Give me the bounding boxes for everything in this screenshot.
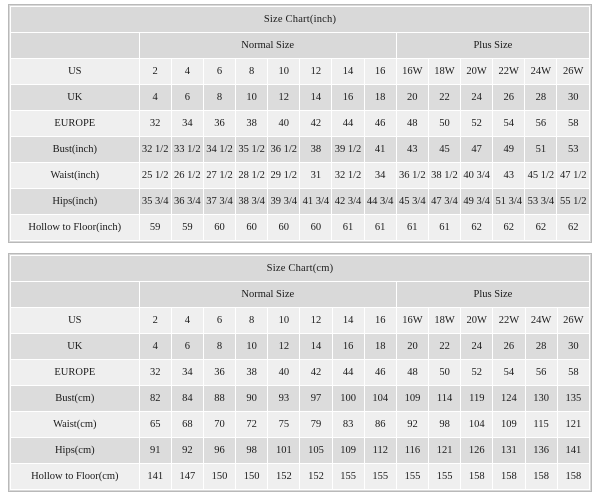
- cell: 26: [493, 334, 525, 360]
- cell: 92: [396, 412, 428, 438]
- cell: 84: [171, 386, 203, 412]
- cell: 50: [428, 111, 460, 137]
- group-row-spacer: [11, 282, 140, 308]
- cell: 56: [525, 360, 557, 386]
- cell: 53 3/4: [525, 189, 557, 215]
- cell: 92: [171, 438, 203, 464]
- cell: 47: [461, 137, 493, 163]
- size-chart-page: [0, 4, 600, 482]
- chart-title: Size Chart(inch): [11, 7, 590, 33]
- row-label: Hips(cm): [11, 438, 140, 464]
- table-row: [11, 59, 590, 85]
- cell: 29 1/2: [268, 163, 300, 189]
- cell: 46: [364, 111, 396, 137]
- cell: 30: [557, 334, 589, 360]
- cell: 131: [493, 438, 525, 464]
- cell: 12: [268, 85, 300, 111]
- cell: 100: [332, 386, 364, 412]
- cell: 48: [396, 360, 428, 386]
- row-label: US: [11, 59, 140, 85]
- cell: 86: [364, 412, 396, 438]
- table-title-row: [11, 256, 590, 282]
- cell: 43: [396, 137, 428, 163]
- row-label: EUROPE: [11, 360, 140, 386]
- cell: 47 3/4: [428, 189, 460, 215]
- cell: 8: [236, 308, 268, 334]
- cell: 12: [300, 308, 332, 334]
- cell: 38: [300, 137, 332, 163]
- cell: 158: [493, 464, 525, 490]
- cell: 34 1/2: [203, 137, 235, 163]
- cell: 101: [268, 438, 300, 464]
- cell: 126: [461, 438, 493, 464]
- cell: 152: [268, 464, 300, 490]
- table-row: [11, 85, 590, 111]
- cell: 52: [461, 360, 493, 386]
- cell: 28: [525, 85, 557, 111]
- cell: 158: [525, 464, 557, 490]
- cell: 39 3/4: [268, 189, 300, 215]
- cell: 68: [171, 412, 203, 438]
- table-row: [11, 412, 590, 438]
- cell: 121: [557, 412, 589, 438]
- row-label: Hollow to Floor(inch): [11, 215, 140, 241]
- cell: 4: [171, 59, 203, 85]
- row-label: Hollow to Floor(cm): [11, 464, 140, 490]
- cell: 4: [171, 308, 203, 334]
- cell: 41 3/4: [300, 189, 332, 215]
- cell: 70: [203, 412, 235, 438]
- cell: 18W: [429, 308, 461, 334]
- cell: 53: [557, 137, 590, 163]
- cell: 150: [236, 464, 268, 490]
- table-row: [11, 111, 590, 137]
- size-chart-cm-table: [10, 255, 590, 490]
- cell: 36 1/2: [396, 163, 428, 189]
- cell: 16: [364, 59, 396, 85]
- cell: 26: [493, 85, 525, 111]
- cell: 10: [268, 59, 300, 85]
- cell: 30: [557, 85, 590, 111]
- table-row: [11, 334, 590, 360]
- cell: 40: [268, 360, 300, 386]
- group-plus-size: Plus Size: [396, 33, 589, 59]
- cell: 24: [461, 334, 493, 360]
- group-row-spacer: [11, 33, 140, 59]
- cell: 150: [203, 464, 235, 490]
- cell: 90: [236, 386, 268, 412]
- cell: 14: [332, 59, 364, 85]
- cell: 6: [203, 59, 235, 85]
- cell: 72: [236, 412, 268, 438]
- cell: 22W: [493, 308, 525, 334]
- table-row: [11, 386, 590, 412]
- cell: 20: [396, 85, 428, 111]
- cell: 42: [300, 360, 332, 386]
- cell: 58: [557, 111, 590, 137]
- cell: 91: [139, 438, 171, 464]
- table-row: [11, 137, 590, 163]
- cell: 93: [268, 386, 300, 412]
- cell: 10: [236, 334, 268, 360]
- table-row: [11, 464, 590, 490]
- cell: 97: [300, 386, 332, 412]
- cell: 83: [332, 412, 364, 438]
- cell: 155: [396, 464, 428, 490]
- size-chart-inch-table: [10, 6, 590, 241]
- cell: 116: [396, 438, 428, 464]
- row-label: UK: [11, 334, 140, 360]
- cell: 8: [203, 334, 235, 360]
- row-label: Hips(inch): [11, 189, 140, 215]
- cell: 61: [396, 215, 428, 241]
- cell: 12: [268, 334, 300, 360]
- cell: 26W: [557, 59, 590, 85]
- cell: 16: [364, 308, 396, 334]
- cell: 155: [429, 464, 461, 490]
- cell: 44 3/4: [364, 189, 396, 215]
- cell: 141: [139, 464, 171, 490]
- cell: 75: [268, 412, 300, 438]
- cell: 37 3/4: [203, 189, 235, 215]
- cell: 10: [236, 85, 268, 111]
- cell: 82: [139, 386, 171, 412]
- cell: 36: [203, 360, 235, 386]
- cell: 20: [396, 334, 428, 360]
- table-group-row: [11, 282, 590, 308]
- cell: 36 3/4: [171, 189, 203, 215]
- cell: 8: [236, 59, 268, 85]
- cell: 112: [364, 438, 396, 464]
- cell: 32 1/2: [332, 163, 364, 189]
- cell: 41: [364, 137, 396, 163]
- cell: 79: [300, 412, 332, 438]
- cell: 114: [429, 386, 461, 412]
- cell: 52: [461, 111, 493, 137]
- table-row: [11, 163, 590, 189]
- cell: 36 1/2: [268, 137, 300, 163]
- cell: 49: [493, 137, 525, 163]
- cell: 20W: [461, 59, 493, 85]
- cell: 34: [171, 111, 203, 137]
- cell: 33 1/2: [171, 137, 203, 163]
- table-row: [11, 360, 590, 386]
- cell: 16W: [396, 308, 428, 334]
- size-chart-inch-block: [8, 4, 592, 243]
- cell: 141: [557, 438, 589, 464]
- cell: 56: [525, 111, 557, 137]
- cell: 135: [557, 386, 589, 412]
- cell: 26 1/2: [171, 163, 203, 189]
- cell: 45 1/2: [525, 163, 557, 189]
- cell: 115: [525, 412, 557, 438]
- cell: 119: [461, 386, 493, 412]
- cell: 6: [171, 85, 203, 111]
- cell: 34: [364, 163, 396, 189]
- cell: 59: [139, 215, 171, 241]
- cell: 47 1/2: [557, 163, 590, 189]
- cell: 59: [171, 215, 203, 241]
- row-label: EUROPE: [11, 111, 140, 137]
- cell: 44: [332, 111, 364, 137]
- cell: 22: [429, 334, 461, 360]
- cell: 44: [332, 360, 364, 386]
- cell: 61: [332, 215, 364, 241]
- cell: 14: [300, 85, 332, 111]
- cell: 14: [332, 308, 364, 334]
- cell: 24W: [525, 59, 557, 85]
- cell: 55 1/2: [557, 189, 590, 215]
- cell: 18W: [428, 59, 460, 85]
- cell: 124: [493, 386, 525, 412]
- cell: 62: [557, 215, 590, 241]
- cell: 2: [139, 59, 171, 85]
- cell: 105: [300, 438, 332, 464]
- cell: 98: [236, 438, 268, 464]
- cell: 155: [332, 464, 364, 490]
- cell: 32 1/2: [139, 137, 171, 163]
- cell: 96: [203, 438, 235, 464]
- cell: 43: [493, 163, 525, 189]
- cell: 54: [493, 111, 525, 137]
- cell: 152: [300, 464, 332, 490]
- cell: 98: [429, 412, 461, 438]
- group-normal-size: Normal Size: [139, 282, 396, 308]
- cell: 28 1/2: [236, 163, 268, 189]
- cell: 34: [171, 360, 203, 386]
- cell: 16W: [396, 59, 428, 85]
- row-label: Bust(cm): [11, 386, 140, 412]
- chart-title: Size Chart(cm): [11, 256, 590, 282]
- cell: 38 3/4: [236, 189, 268, 215]
- cell: 61: [364, 215, 396, 241]
- row-label: US: [11, 308, 140, 334]
- cell: 158: [461, 464, 493, 490]
- cell: 32: [139, 111, 171, 137]
- cell: 22W: [493, 59, 525, 85]
- cell: 14: [300, 334, 332, 360]
- cell: 12: [300, 59, 332, 85]
- cell: 18: [364, 85, 396, 111]
- cell: 104: [364, 386, 396, 412]
- table-row: [11, 438, 590, 464]
- cell: 10: [268, 308, 300, 334]
- cell: 49 3/4: [461, 189, 493, 215]
- cell: 61: [428, 215, 460, 241]
- cell: 45: [428, 137, 460, 163]
- row-label: UK: [11, 85, 140, 111]
- cell: 45 3/4: [396, 189, 428, 215]
- cell: 65: [139, 412, 171, 438]
- cell: 130: [525, 386, 557, 412]
- cell: 62: [525, 215, 557, 241]
- cell: 158: [557, 464, 589, 490]
- cell: 109: [396, 386, 428, 412]
- cell: 4: [139, 334, 171, 360]
- cell: 38: [236, 111, 268, 137]
- cell: 8: [203, 85, 235, 111]
- cell: 40 3/4: [461, 163, 493, 189]
- cell: 25 1/2: [139, 163, 171, 189]
- cell: 58: [557, 360, 589, 386]
- cell: 16: [332, 334, 364, 360]
- cell: 48: [396, 111, 428, 137]
- cell: 104: [461, 412, 493, 438]
- cell: 32: [139, 360, 171, 386]
- group-plus-size: Plus Size: [396, 282, 589, 308]
- cell: 6: [203, 308, 235, 334]
- cell: 147: [171, 464, 203, 490]
- cell: 2: [139, 308, 171, 334]
- chart-divider: [0, 243, 600, 249]
- group-normal-size: Normal Size: [139, 33, 396, 59]
- table-row: [11, 308, 590, 334]
- cell: 16: [332, 85, 364, 111]
- cell: 4: [139, 85, 171, 111]
- cell: 38 1/2: [428, 163, 460, 189]
- table-group-row: [11, 33, 590, 59]
- cell: 155: [364, 464, 396, 490]
- cell: 35 3/4: [139, 189, 171, 215]
- cell: 121: [429, 438, 461, 464]
- cell: 35 1/2: [236, 137, 268, 163]
- cell: 136: [525, 438, 557, 464]
- cell: 20W: [461, 308, 493, 334]
- row-label: Waist(inch): [11, 163, 140, 189]
- cell: 27 1/2: [203, 163, 235, 189]
- cell: 54: [493, 360, 525, 386]
- cell: 60: [203, 215, 235, 241]
- table-row: [11, 189, 590, 215]
- cell: 36: [203, 111, 235, 137]
- cell: 31: [300, 163, 332, 189]
- cell: 109: [493, 412, 525, 438]
- cell: 51: [525, 137, 557, 163]
- cell: 88: [203, 386, 235, 412]
- cell: 62: [493, 215, 525, 241]
- cell: 38: [236, 360, 268, 386]
- cell: 62: [461, 215, 493, 241]
- cell: 24: [461, 85, 493, 111]
- cell: 26W: [557, 308, 589, 334]
- cell: 42: [300, 111, 332, 137]
- cell: 51 3/4: [493, 189, 525, 215]
- cell: 22: [428, 85, 460, 111]
- size-chart-cm-block: [8, 253, 592, 492]
- cell: 40: [268, 111, 300, 137]
- table-title-row: [11, 7, 590, 33]
- cell: 39 1/2: [332, 137, 364, 163]
- cell: 60: [268, 215, 300, 241]
- row-label: Waist(cm): [11, 412, 140, 438]
- cell: 109: [332, 438, 364, 464]
- cell: 46: [364, 360, 396, 386]
- cell: 42 3/4: [332, 189, 364, 215]
- cell: 24W: [525, 308, 557, 334]
- cell: 28: [525, 334, 557, 360]
- table-row: [11, 215, 590, 241]
- cell: 6: [171, 334, 203, 360]
- cell: 60: [236, 215, 268, 241]
- cell: 60: [300, 215, 332, 241]
- cell: 18: [364, 334, 396, 360]
- row-label: Bust(inch): [11, 137, 140, 163]
- cell: 50: [429, 360, 461, 386]
